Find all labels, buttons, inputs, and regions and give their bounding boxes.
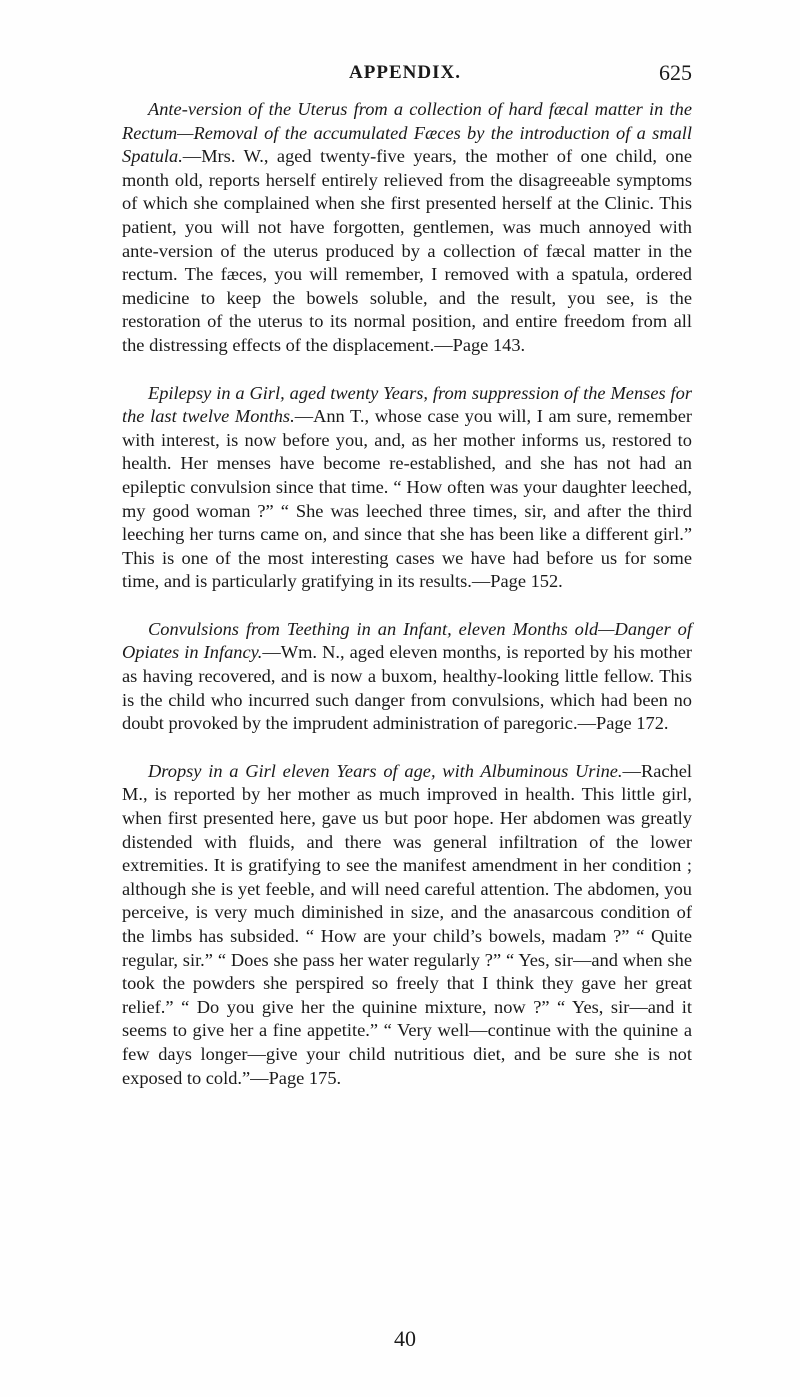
- case-text: —Mrs. W., aged twenty-five years, the mother of one child, one month old, reports herself entirely relieved from the disagreeable symptoms of which she complained when she first presented herself at the Clinic. This patient, you will not have forgotten, gentlemen, was much annoyed with ante-version of the uterus produced by a collection of fæcal matter in the rectum. The fæces, you will remember, I removed with a spatula, ordered medicine to keep the bowels soluble, and the result, you see, is the restoration of the uterus to its normal position, and entire freedom from all the distressing effects of the displacement.—Page 143.: [122, 146, 692, 355]
- case-text: —Wm. N., aged eleven months, is reported by his mother as having recovered, and is now a buxom, healthy-looking little fellow. This is the child who incurred such danger from convulsions, which had been no doubt provoked by the imprudent administration of paregoric.—Page 172.: [122, 642, 692, 734]
- running-title: APPENDIX.: [349, 62, 461, 83]
- page-number: 625: [659, 60, 692, 85]
- case-title: Ante-version of the Uterus from a collection of hard fæcal matter in the Rectum—Removal of the accumulated Fæces by the introduction of a small Spatula.: [122, 99, 692, 167]
- running-head: [118, 62, 692, 92]
- case-text: —Ann T., whose case you will, I am sure, remember with interest, is now before you, and, as her mother informs us, restored to health. Her menses have become re-established, and she has not had an epileptic convulsion since that time. “ How often was your daughter leeched, my good woman ?” “ She was leeched three times, sir, and after the third leeching her turns came on, and since that she has been like a different girl.” This is one of the most interesting cases we have had before us for some time, and is particularly gratifying in its results.—Page 152.: [122, 406, 692, 592]
- case-entry-dropsy: [122, 760, 692, 1090]
- case-title: Epilepsy in a Girl, aged twenty Years, from suppression of the Menses for the last twelve Months.: [122, 382, 692, 427]
- signature-mark: 40: [394, 1326, 416, 1351]
- body-text: [122, 98, 692, 1114]
- case-title: Dropsy in a Girl eleven Years of age, with Albuminous Urine.: [148, 760, 623, 781]
- case-entry-epilepsy: [122, 382, 692, 594]
- case-title: Convulsions from Teething in an Infant, eleven Months old—Danger of Opiates in Infancy.: [122, 618, 692, 663]
- case-entry-ante-version: [122, 98, 692, 358]
- case-text: —Rachel M., is reported by her mother as much improved in health. This little girl, when first presented here, gave us but poor hope. Her abdomen was greatly distended with fluids, and there was general infiltration of the lower extremities. It is gratifying to see the manifest amendment in her condition ; although she is yet feeble, and will need careful attention. The abdomen, you perceive, is very much diminished in size, and the anasarcous condition of the limbs has subsided. “ How are your child’s bowels, madam ?” “ Quite regular, sir.” “ Does she pass her water regularly ?” “ Yes, sir—and when she took the powders she perspired so freely that I think they gave her great relief.” “ Do you give her the quinine mixture, now ?” “ Yes, sir—and it seems to give her a fine appetite.” “ Very well—continue with the quinine a few days longer—give your child nutritious diet, and be sure she is not exposed to cold.”—Page 175.: [122, 760, 692, 1088]
- case-entry-convulsions: [122, 618, 692, 736]
